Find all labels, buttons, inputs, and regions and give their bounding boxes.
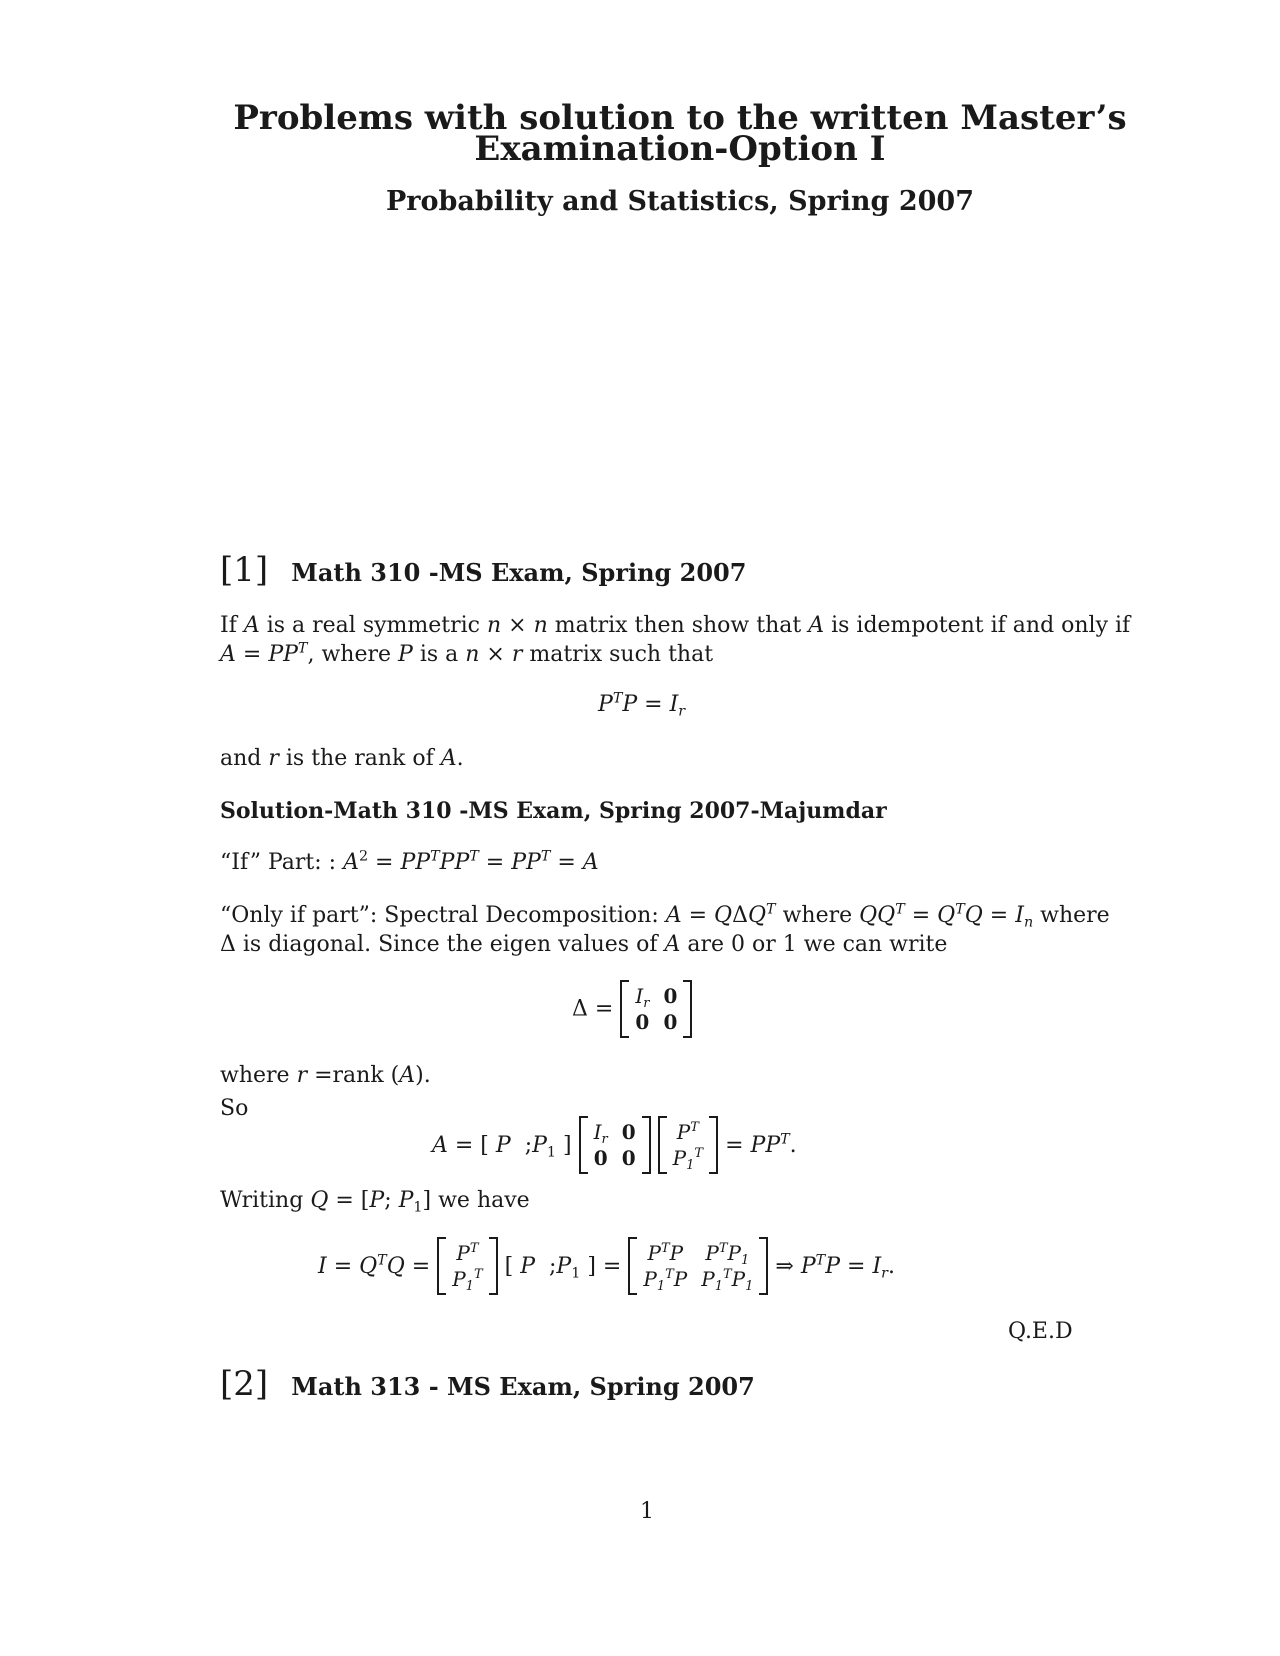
section-2-number: [2] [220,1364,269,1404]
equation-a-decomposition: A = [ P $;P_1$ ] $I_r$ 0 0 0 $P^T$ $P_1^T$ = $PP^T$. [432,1116,797,1174]
document-title-line2: Examination-Option I [474,129,886,169]
document-title-line1: Problems with solution to the written Master’s [233,98,1127,138]
where-rank-line: where r =rank (A). [220,1063,431,1088]
problem-line-2: $A = PP^T$, where P is a n × r matrix such that [220,640,714,667]
document-subtitle: Probability and Statistics, Spring 2007 [385,186,974,217]
equation-identity-check: $I = Q^TQ$ = $P^T$ $P_1^T$ [ P $;P_1$ ] = $P^TP$ $P^TP_1$ $P_1^TP$ $P_1^TP_1$ ⇒ $P^TP = I_r$. [318,1237,895,1295]
rank-statement: and r is the rank of A. [220,746,464,771]
qed-label: Q.E.D [1008,1319,1073,1344]
solution-heading: Solution-Math 310 -MS Exam, Spring 2007-Majumdar [220,798,887,824]
delta-matrix: $I_r$ 0 0 0 [620,980,692,1038]
section-2-heading [220,1364,755,1404]
only-if-line-1: “Only if part”: Spectral Decomposition: $A = Q\Delta Q^T$ where $QQ^T = Q^TQ = I_n$ where [220,901,1110,931]
section-2-title: Math 313 - MS Exam, Spring 2007 [291,1372,755,1401]
page-number: 1 [640,1499,654,1524]
delta-matrix-equation: Δ = $I_r$ 0 0 0 [572,980,692,1038]
section-1-number: [1] [220,550,269,590]
if-part-line: “If” Part: : $A^2 = PP^TPP^T = PP^T = A$ [220,848,599,875]
section-1-title: Math 310 -MS Exam, Spring 2007 [291,558,747,587]
writing-q-line: Writing Q = [P; $P_1$] we have [220,1188,530,1216]
section-1-heading [220,550,746,590]
problem-line-1: If A is a real symmetric n × n matrix then show that A is idempotent if and only if [220,613,1131,638]
only-if-line-2: Δ is diagonal. Since the eigen values of A are 0 or 1 we can write [220,932,948,957]
so-label: So [220,1096,249,1121]
equation-ptp-identity: $P^TP = I_r$ [598,690,686,720]
